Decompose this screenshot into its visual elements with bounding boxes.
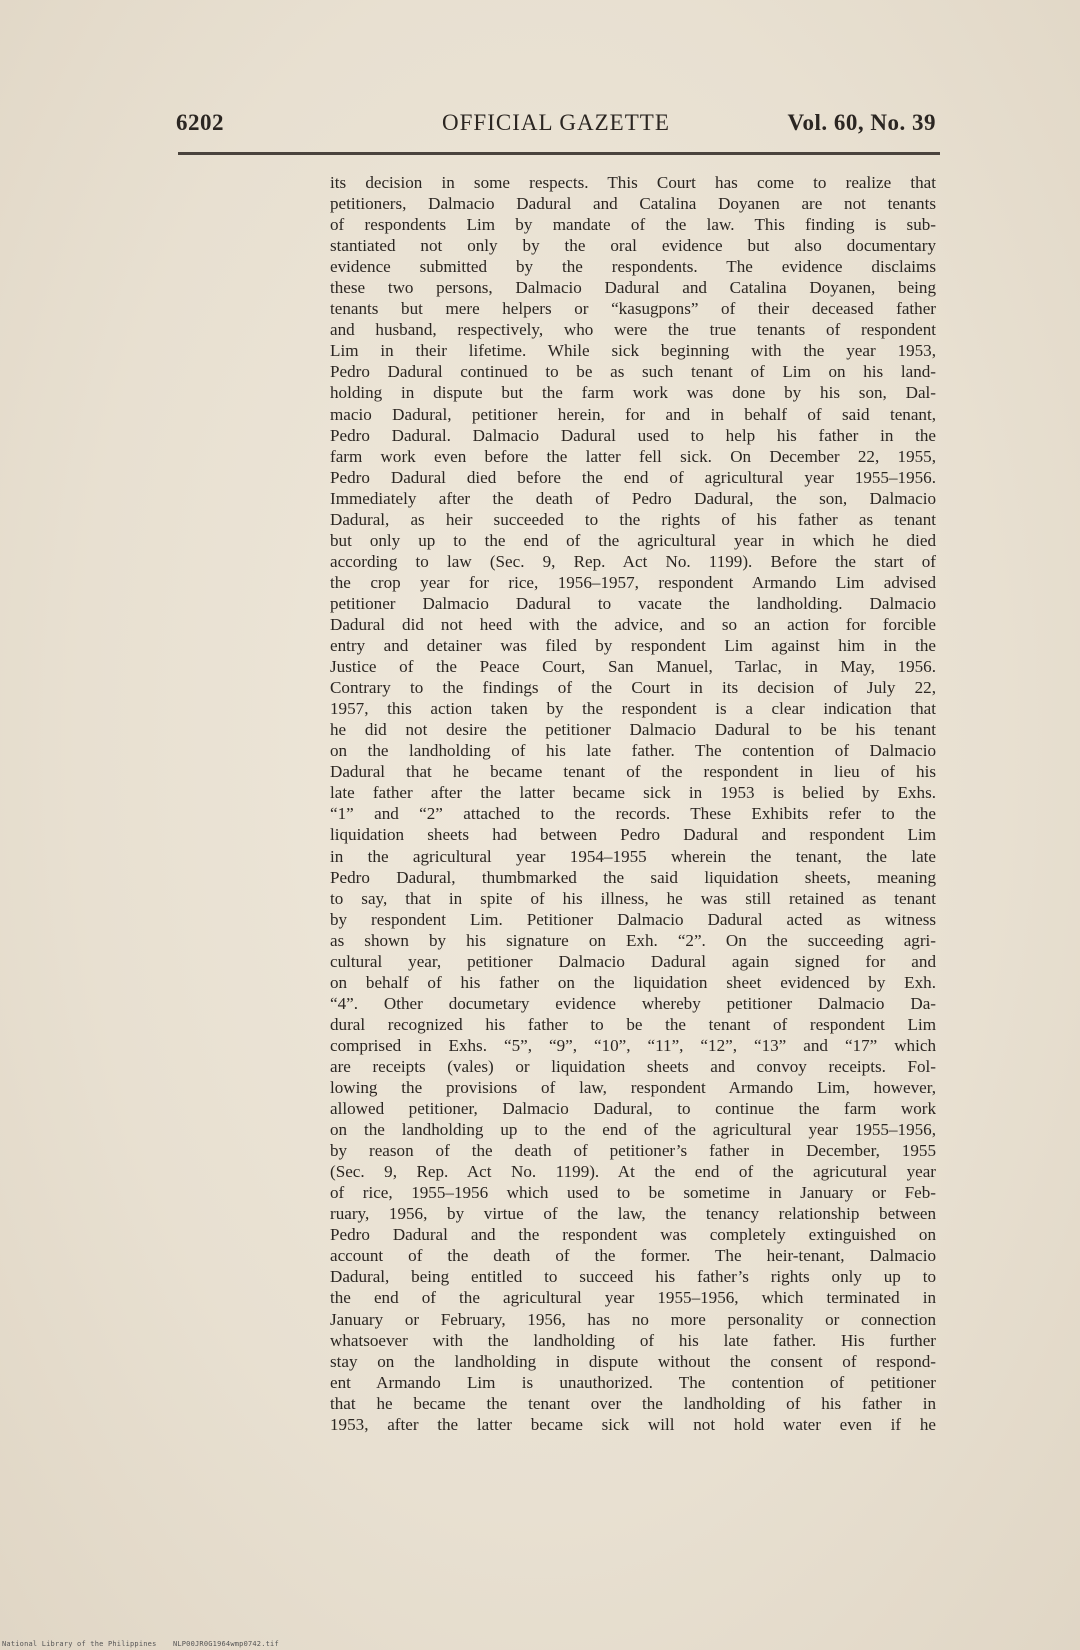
text-line: according to law (Sec. 9, Rep. Act No. 1199). Before the start of — [330, 551, 936, 571]
text-line: Pedro Dadural continued to be as such tenant of Lim on his land- — [330, 362, 936, 382]
text-line: its decision in some respects. This Court has come to realize that — [330, 173, 936, 192]
text-line: he did not desire the petitioner Dalmacio Dadural to be his tenant — [330, 720, 936, 740]
text-line: the end of the agricultural year 1955–1956, which terminated in — [330, 1288, 936, 1308]
header-divider — [178, 152, 940, 155]
text-line: by respondent Lim. Petitioner Dalmacio Dadural acted as witness — [330, 909, 936, 929]
text-line: Immediately after the death of Pedro Dadural, the son, Dalmacio — [330, 488, 936, 508]
text-line: Pedro Dadural, thumbmarked the said liquidation sheets, meaning — [330, 867, 936, 887]
text-line: liquidation sheets had between Pedro Dadural and respondent Lim — [330, 825, 936, 845]
text-line: stay on the landholding in dispute without the consent of respond- — [330, 1351, 936, 1371]
text-line: Dadural that he became tenant of the respondent in lieu of his — [330, 762, 936, 782]
text-line: cultural year, petitioner Dalmacio Dadural again signed for and — [330, 951, 936, 971]
text-line: dural recognized his father to be the tenant of respondent Lim — [330, 1014, 936, 1034]
text-line: account of the death of the former. The heir-tenant, Dalmacio — [330, 1246, 936, 1266]
text-line: 1957, this action taken by the respondent is a clear indication that — [330, 699, 936, 719]
text-line: comprised in Exhs. “5”, “9”, “10”, “11”, “12”, “13” and “17” which — [330, 1035, 936, 1055]
text-line: macio Dadural, petitioner herein, for and in behalf of said tenant, — [330, 404, 936, 424]
text-line: lowing the provisions of law, respondent Armando Lim, however, — [330, 1078, 936, 1098]
text-line: of respondents Lim by mandate of the law. This finding is sub- — [330, 215, 936, 235]
text-line: petitioner Dalmacio Dadural to vacate the landholding. Dalmacio — [330, 593, 936, 613]
text-line: Pedro Dadural died before the end of agricultural year 1955–1956. — [330, 467, 936, 487]
text-line: on the landholding of his late father. The contention of Dalmacio — [330, 741, 936, 761]
text-line: are receipts (vales) or liquidation sheets and convoy receipts. Fol- — [330, 1056, 936, 1076]
text-line: the crop year for rice, 1956–1957, respondent Armando Lim advised — [330, 572, 936, 592]
text-line: “4”. Other documetary evidence whereby petitioner Dalmacio Da- — [330, 993, 936, 1013]
text-line: Pedro Dadural and the respondent was completely extinguished on — [330, 1225, 936, 1245]
text-line: that he became the tenant over the landholding of his father in — [330, 1393, 936, 1413]
text-line: January or February, 1956, has no more personality or connection — [330, 1309, 936, 1329]
text-line: and husband, respectively, who were the true tenants of respondent — [330, 320, 936, 340]
text-line: in the agricultural year 1954–1955 wherein the tenant, the late — [330, 846, 936, 866]
text-line: of rice, 1955–1956 which used to be sometime in January or Feb- — [330, 1183, 936, 1203]
text-line: tenants but mere helpers or “kasugpons” of their deceased father — [330, 299, 936, 319]
text-line: Contrary to the findings of the Court in its decision of July 22, — [330, 678, 936, 698]
text-line: holding in dispute but the farm work was done by his son, Dal- — [330, 383, 936, 403]
text-line: these two persons, Dalmacio Dadural and Catalina Doyanen, being — [330, 278, 936, 298]
text-line: “1” and “2” attached to the records. These Exhibits refer to the — [330, 804, 936, 824]
body-text — [330, 172, 936, 1435]
text-line: (Sec. 9, Rep. Act No. 1199). At the end of the agricutural year — [330, 1162, 936, 1182]
text-line: Justice of the Peace Court, San Manuel, Tarlac, in May, 1956. — [330, 657, 936, 677]
text-line: Dadural, as heir succeeded to the rights of his father as tenant — [330, 509, 936, 529]
text-line: ruary, 1956, by virtue of the law, the tenancy relationship between — [330, 1204, 936, 1224]
text-line: on behalf of his father on the liquidation sheet evidenced by Exh. — [330, 972, 936, 992]
text-line: evidence submitted by the respondents. The evidence disclaims — [330, 257, 936, 277]
text-line: to say, that in spite of his illness, he was still retained as tenant — [330, 888, 936, 908]
text-line: but only up to the end of the agricultural year in which he died — [330, 530, 936, 550]
text-line: as shown by his signature on Exh. “2”. On the succeeding agri- — [330, 930, 936, 950]
library-name: National Library of the Philippines — [2, 1640, 157, 1648]
text-line: farm work even before the latter fell sick. On December 22, 1955, — [330, 446, 936, 466]
text-line: late father after the latter became sick in 1953 is belied by Exhs. — [330, 783, 936, 803]
volume-number: Vol. 60, No. 39 — [787, 110, 936, 135]
text-line: Dadural, being entitled to succeed his father’s rights only up to — [330, 1267, 936, 1287]
text-line: Pedro Dadural. Dalmacio Dadural used to help his father in the — [330, 425, 936, 445]
scan-footer — [2, 1640, 279, 1648]
text-line: petitioners, Dalmacio Dadural and Catalina Doyanen are not tenants — [330, 194, 936, 214]
page-header — [176, 110, 936, 146]
text-line: Dadural did not heed with the advice, and so an action for forcible — [330, 614, 936, 634]
text-line: Lim in their lifetime. While sick beginning with the year 1953, — [330, 341, 936, 361]
page-number: 6202 — [176, 110, 224, 135]
text-line: stantiated not only by the oral evidence but also documentary — [330, 236, 936, 256]
text-line: entry and detainer was filed by respondent Lim against him in the — [330, 636, 936, 656]
text-line: whatsoever with the landholding of his late father. His further — [330, 1330, 936, 1350]
file-id: NLP00JR0G1964wmp0742.tif — [172, 1640, 279, 1648]
publication-title: OFFICIAL GAZETTE — [442, 110, 670, 135]
text-line: 1953, after the latter became sick will not hold water even if he — [330, 1414, 936, 1434]
text-line: ent Armando Lim is unauthorized. The contention of petitioner — [330, 1372, 936, 1392]
text-line: allowed petitioner, Dalmacio Dadural, to continue the farm work — [330, 1099, 936, 1119]
text-line: by reason of the death of petitioner’s father in December, 1955 — [330, 1141, 936, 1161]
text-line: on the landholding up to the end of the agricultural year 1955–1956, — [330, 1120, 936, 1140]
